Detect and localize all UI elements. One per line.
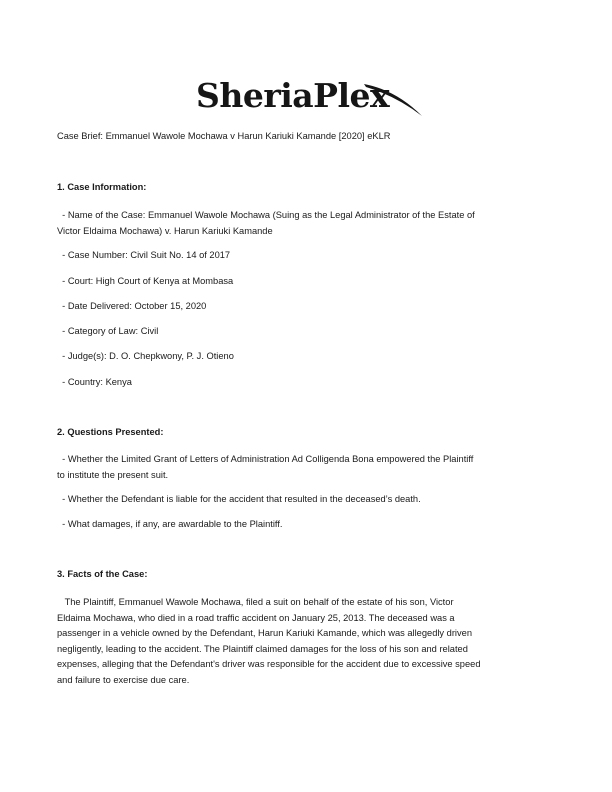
text-line: negligently, leading to the accident. The Plaintiff claimed damages for the loss of his son and related	[57, 643, 468, 654]
list-item	[57, 248, 230, 264]
list-item	[57, 274, 233, 290]
list-item	[57, 492, 421, 508]
section-heading: 1. Case Information:	[57, 182, 147, 192]
text-line: - Country: Kenya	[57, 377, 132, 387]
document-title: Case Brief: Emmanuel Wawole Mochawa v Harun Kariuki Kamande [2020] eKLR	[57, 131, 391, 141]
sheriaplex-logo	[196, 76, 426, 126]
list-item	[57, 349, 234, 365]
text-line: - Case Number: Civil Suit No. 14 of 2017	[57, 250, 231, 260]
logo-swoosh-icon	[196, 76, 426, 126]
list-item	[57, 452, 473, 483]
list-item	[57, 375, 132, 391]
text-line: - Whether the Limited Grant of Letters of Administration Ad Colligenda Bona empowered the Plaintiff	[57, 454, 474, 464]
list-item	[57, 517, 282, 533]
text-line: - What damages, if any, are awardable to the Plaintiff.	[57, 519, 283, 529]
text-line: The Plaintiff, Emmanuel Wawole Mochawa, filed a suit on behalf of the estate of his son, Victor	[57, 597, 454, 607]
text-line: passenger in a vehicle owned by the Defendant, Harun Kariuki Kamande, which was allegedly driven	[57, 628, 472, 638]
text-line: - Whether the Defendant is liable for the accident that resulted in the deceased’s death.	[57, 494, 421, 504]
text-line: - Category of Law: Civil	[57, 326, 159, 336]
text-line: Victor Eldaima Mochawa) v. Harun Kariuki Kamande	[57, 225, 273, 236]
text-line: - Date Delivered: October 15, 2020	[57, 301, 207, 311]
list-item	[57, 208, 475, 239]
section-heading: 3. Facts of the Case:	[57, 569, 148, 579]
logo-text: SheriaPlex	[196, 76, 390, 115]
text-line: Eldaima Mochawa, who died in a road traffic accident on January 25, 2013. The deceased was a	[57, 612, 455, 623]
list-item	[57, 324, 158, 340]
text-line: and failure to exercise due care.	[57, 674, 190, 685]
list-item	[57, 299, 206, 315]
text-line: - Judge(s): D. O. Chepkwony, P. J. Otieno	[57, 351, 234, 361]
text-line: expenses, alleging that the Defendant's driver was responsible for the accident due to excessive speed	[57, 659, 481, 669]
text-line: - Court: High Court of Kenya at Mombasa	[57, 276, 234, 286]
section-heading: 2. Questions Presented:	[57, 427, 164, 437]
facts-paragraph	[57, 595, 481, 688]
text-line: to institute the present suit.	[57, 469, 169, 480]
text-line: - Name of the Case: Emmanuel Wawole Mochawa (Suing as the Legal Administrator of the Estate of	[57, 210, 475, 220]
